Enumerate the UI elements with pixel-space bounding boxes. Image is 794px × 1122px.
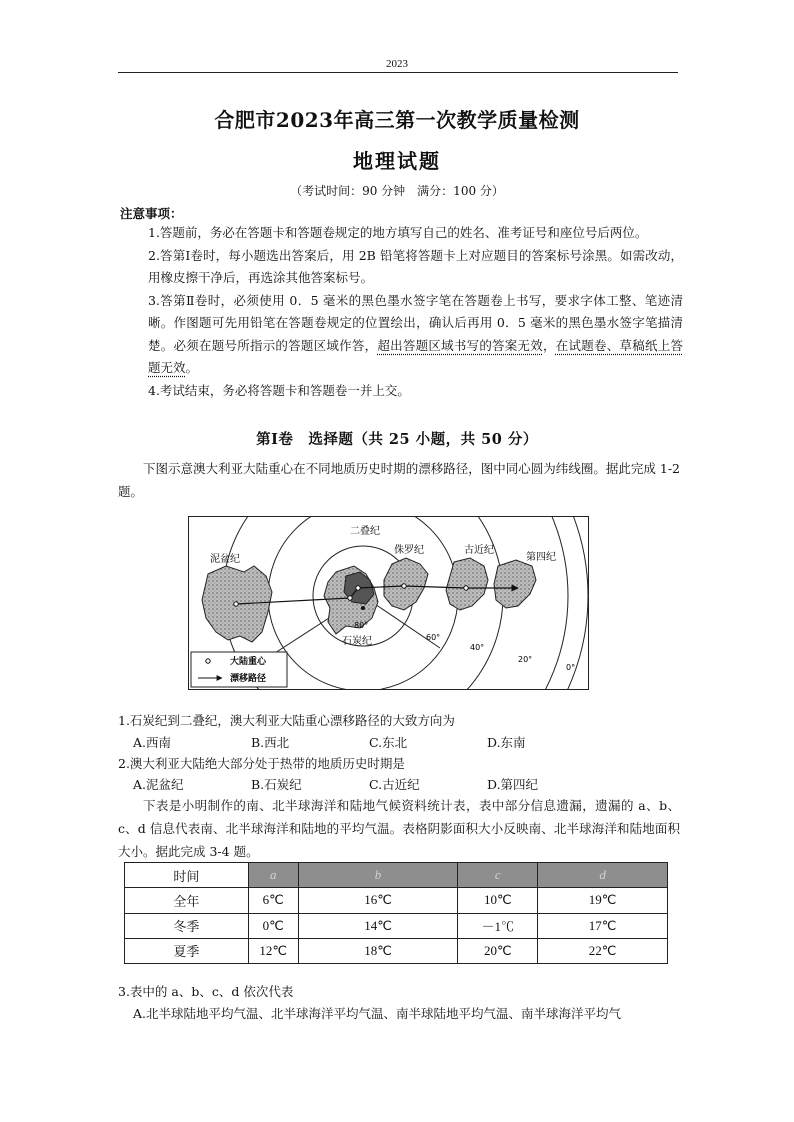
label-paleogene: 古近纪 <box>464 545 494 556</box>
exam-time-info: （考试时间：90 分钟 满分：100 分） <box>290 184 504 198</box>
table-cell: 全年 <box>125 888 249 913</box>
pole-dot <box>361 606 365 610</box>
table-header-a: a <box>248 863 298 888</box>
notice-item-3-comma: ， <box>543 337 556 353</box>
centroid-jurassic <box>402 584 406 588</box>
label-devonian: 泥盆纪 <box>210 554 240 565</box>
table-row <box>125 888 668 913</box>
notice-item-1: 1.答题前，务必在答题卡和答题卷规定的地方填写自己的姓名、准考证号和座位号后两位。 <box>148 225 648 240</box>
table-cell: 10℃ <box>458 888 538 913</box>
table-cell: 22℃ <box>538 938 668 963</box>
table-cell: 20℃ <box>458 938 538 963</box>
q2-option-c[interactable]: C.古近纪 <box>369 777 420 792</box>
latitude-label-60: 60° <box>426 633 441 642</box>
latitude-label-40: 40° <box>470 643 485 652</box>
table-row <box>125 938 668 963</box>
section-title: 第Ⅰ卷 选择题（共 25 小题，共 50 分） <box>256 431 538 448</box>
table-cell: 18℃ <box>298 938 458 963</box>
exam-title: 合肥市2023年高三第一次教学质量检测 <box>214 108 580 132</box>
table-cell: －1℃ <box>458 913 538 938</box>
table-cell: 17℃ <box>538 913 668 938</box>
notice-item-3-end: 。 <box>185 360 199 375</box>
climate-table <box>124 862 668 964</box>
drift-map <box>188 516 589 690</box>
notice-item-3 <box>148 290 683 380</box>
header-rule <box>118 72 678 73</box>
latitude-label-20: 20° <box>518 655 533 664</box>
centroid-permian <box>356 586 360 590</box>
label-carboniferous: 石炭纪 <box>342 636 372 647</box>
table-row <box>125 913 668 938</box>
header-year: 2023 <box>386 58 408 70</box>
table-cell: 6℃ <box>248 888 298 913</box>
q1-option-a[interactable]: A.西南 <box>133 735 172 750</box>
notice-heading: 注意事项： <box>120 206 183 221</box>
table-cell: 19℃ <box>538 888 668 913</box>
notice-item-4: 4.考试结束，务必将答题卡和答题卷一并上交。 <box>148 382 410 398</box>
q3-option-a[interactable]: A.北半球陆地平均气温、北半球海洋平均气温、南半球陆地平均气温、南半球海洋平均气 <box>133 1006 622 1021</box>
q2-option-b[interactable]: B.石炭纪 <box>251 777 302 792</box>
table-header-row <box>125 863 668 888</box>
centroid-paleogene <box>464 586 468 590</box>
notice-item-3-emphasis-1: 超出答题区域书写的答案无效 <box>377 337 544 353</box>
intro-paragraph-2 <box>118 794 680 863</box>
q2-option-a[interactable]: A.泥盆纪 <box>133 777 184 792</box>
table-header-c: c <box>458 863 538 888</box>
centroid-devonian <box>234 602 238 606</box>
table-cell: 夏季 <box>125 938 249 963</box>
latitude-label-0: 0° <box>566 663 576 672</box>
intro-paragraph-1 <box>118 457 680 503</box>
table-cell: 12℃ <box>248 938 298 963</box>
label-quaternary: 第四纪 <box>526 552 556 563</box>
question-1-stem: 1.石炭纪到二叠纪，澳大利亚大陆重心漂移路径的大致方向为 <box>118 713 455 728</box>
latitude-label-80: 80° <box>354 621 369 630</box>
intro-2-text: 下表是小明制作的南、北半球海洋和陆地气候资料统计表，表中部分信息遗漏，遗漏的 a、b、c、d 信息代表南、北半球海洋和陆地的平均气温。表格阴影面积大小反映南、北半球海洋和陆地面积大小。据此完成 3-4 题。 <box>118 798 680 859</box>
question-3-stem: 3.表中的 a、b、c、d 依次代表 <box>118 984 294 999</box>
centroid-carboniferous <box>348 596 352 600</box>
legend-center-label: 大陆重心 <box>230 657 267 667</box>
table-cell: 16℃ <box>298 888 458 913</box>
question-2-stem: 2.澳大利亚大陆绝大部分处于热带的地质历史时期是 <box>118 756 405 771</box>
q1-option-d[interactable]: D.东南 <box>487 735 526 750</box>
legend-center-symbol <box>206 659 210 663</box>
notice-item-3-text: 3.答第Ⅱ卷时，必须使用 0．5 毫米的黑色墨水签字笔在答题卷上书写，要求字体工整、笔迹清晰。作图题可先用铅笔在答题卷规定的位置绘出，确认后再用 0．5 毫米的黑色墨水签字笔描清楚。必须在题号所指示的答题区域作答， <box>148 292 683 353</box>
table-cell: 冬季 <box>125 913 249 938</box>
legend-path-label: 漂移路径 <box>230 674 267 684</box>
notice-item-2: 2.答第Ⅰ卷时，每小题选出答案后，用 2B 铅笔将答题卡上对应题目的答案标号涂黑。如需改动，用橡皮擦干净后，再选涂其他答案标号。 <box>148 247 683 285</box>
table-cell: 0℃ <box>248 913 298 938</box>
label-permian: 二叠纪 <box>350 526 380 537</box>
intro-1-text: 下图示意澳大利亚大陆重心在不同地质历史时期的漂移路径，图中同心圆为纬线圈。据此完成 1-2 题。 <box>118 461 680 499</box>
q2-option-d[interactable]: D.第四纪 <box>487 777 539 792</box>
table-header-d: d <box>538 863 668 888</box>
q1-option-c[interactable]: C.东北 <box>369 735 408 750</box>
label-jurassic: 侏罗纪 <box>394 545 424 556</box>
q1-option-b[interactable]: B.西北 <box>251 735 290 750</box>
table-header-b: b <box>298 863 458 888</box>
exam-subtitle: 地理试题 <box>353 149 441 173</box>
table-header-time: 时间 <box>125 863 249 888</box>
notice-item-3-emphasis-2: 在试题卷、草稿纸上答题无效 <box>148 337 683 375</box>
table-cell: 14℃ <box>298 913 458 938</box>
notice-list <box>148 222 683 402</box>
